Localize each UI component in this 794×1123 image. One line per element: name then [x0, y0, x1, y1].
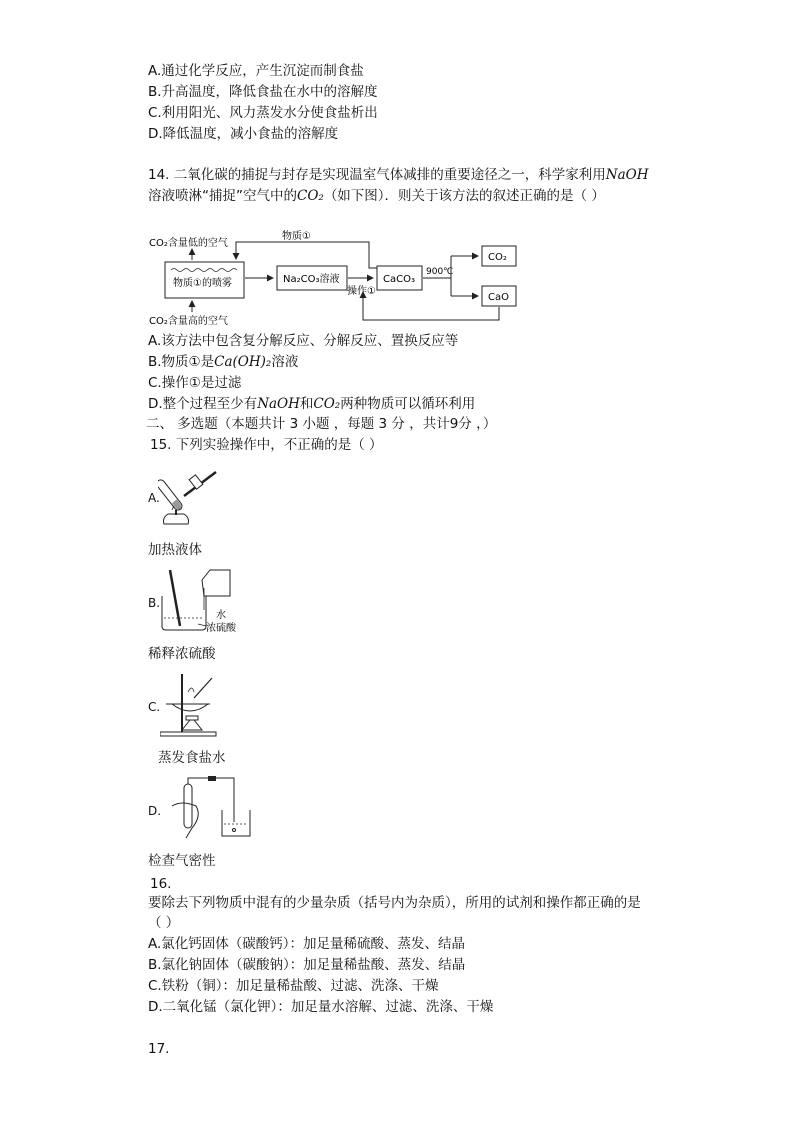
evaporating-salt-water-figure [160, 670, 226, 738]
co2-capture-flow-diagram [145, 228, 525, 328]
formula-co2: CO₂ [297, 188, 324, 204]
q15-option-d-letter: D. [148, 804, 162, 818]
q15-option-a-caption: 加热液体 [148, 542, 202, 558]
diluting-sulfuric-acid-figure [158, 566, 242, 638]
co2-product-label: CO₂ [488, 252, 507, 263]
q13-option-a: A.通过化学反应，产生沉淀而制食盐 [148, 63, 364, 79]
q16-stem-line1: 要除去下列物质中混有的少量杂质（括号内为杂质），所用的试剂和操作都正确的是 [148, 895, 641, 911]
concentrated-acid-label: 浓硫酸 [206, 623, 236, 634]
q17-number: 17. [148, 1041, 170, 1057]
q16-option-b: B.氯化钠固体（碳酸钠）：加足量稀盐酸、蒸发、结晶 [148, 957, 466, 973]
q13-option-c: C.利用阳光、风力蒸发水分使食盐析出 [148, 105, 378, 121]
q15-stem: 15. 下列实验操作中，不正确的是（ ） [150, 437, 383, 453]
formula-caoh2: Ca(OH)₂ [214, 354, 272, 370]
q16-stem-line2: （ ） [148, 915, 180, 931]
q16-option-c: C.铁粉（铜）：加足量稀盐酸、过滤、洗涤、干燥 [148, 978, 439, 994]
spray-label: 物质①的喷雾 [173, 278, 232, 289]
q14-option-b: B.物质①是Ca(OH)₂溶液 [148, 354, 299, 370]
low-co2-air-label: CO₂含量低的空气 [149, 238, 228, 249]
q15-option-a-letter: A. [148, 491, 160, 505]
high-co2-air-label: CO₂含量高的空气 [149, 316, 228, 327]
q15-option-c-caption: 蒸发食盐水 [158, 750, 226, 766]
q15-option-d-caption: 检查气密性 [148, 853, 216, 869]
q15-option-c-letter: C. [148, 700, 161, 714]
q15-option-b-letter: B. [148, 596, 161, 610]
caco3-label: CaCO₃ [383, 274, 415, 285]
q14-option-d: D.整个过程至少有NaOH和CO₂两种物质可以循环利用 [148, 396, 476, 412]
operation-label: 操作① [347, 286, 376, 297]
na2co3-label: Na₂CO₃溶液 [283, 274, 340, 285]
formula-naoh: NaOH [605, 167, 649, 183]
q14-stem-line2: 溶液喷淋“捕捉”空气中的CO₂（如下图）．则关于该方法的叙述正确的是（ ） [148, 188, 605, 204]
q16-option-a: A.氯化钙固体（碳酸钙）：加足量稀硫酸、蒸发、结晶 [148, 936, 466, 952]
section-heading: 二、 多选题（本题共计 3 小题 ，每题 3 分 ，共计9分 ，） [146, 416, 497, 432]
water-label: 水 [216, 610, 226, 621]
q16-number: 16. [150, 876, 172, 892]
substance-1-label: 物质① [282, 231, 311, 242]
heating-liquid-figure [158, 466, 224, 528]
q14-option-c: C.操作①是过滤 [148, 375, 242, 391]
q15-option-b-caption: 稀释浓硫酸 [148, 646, 216, 662]
q13-option-d: D.降低温度，减小食盐的溶解度 [148, 126, 339, 142]
cao-product-label: CaO [488, 292, 509, 303]
temperature-label: 900℃ [426, 267, 454, 277]
q13-option-b: B.升高温度，降低食盐在水中的溶解度 [148, 84, 378, 100]
q14-stem-line1: 14. 二氧化碳的捕捉与封存是实现温室气体减排的重要途径之一，科学家利用NaOH [148, 167, 649, 183]
q14-option-a: A.该方法中包含复分解反应、分解反应、置换反应等 [148, 333, 459, 349]
checking-airtightness-figure [162, 776, 258, 842]
q16-option-d: D.二氧化锰（氯化钾）：加足量水溶解、过滤、洗涤、干燥 [148, 999, 494, 1015]
